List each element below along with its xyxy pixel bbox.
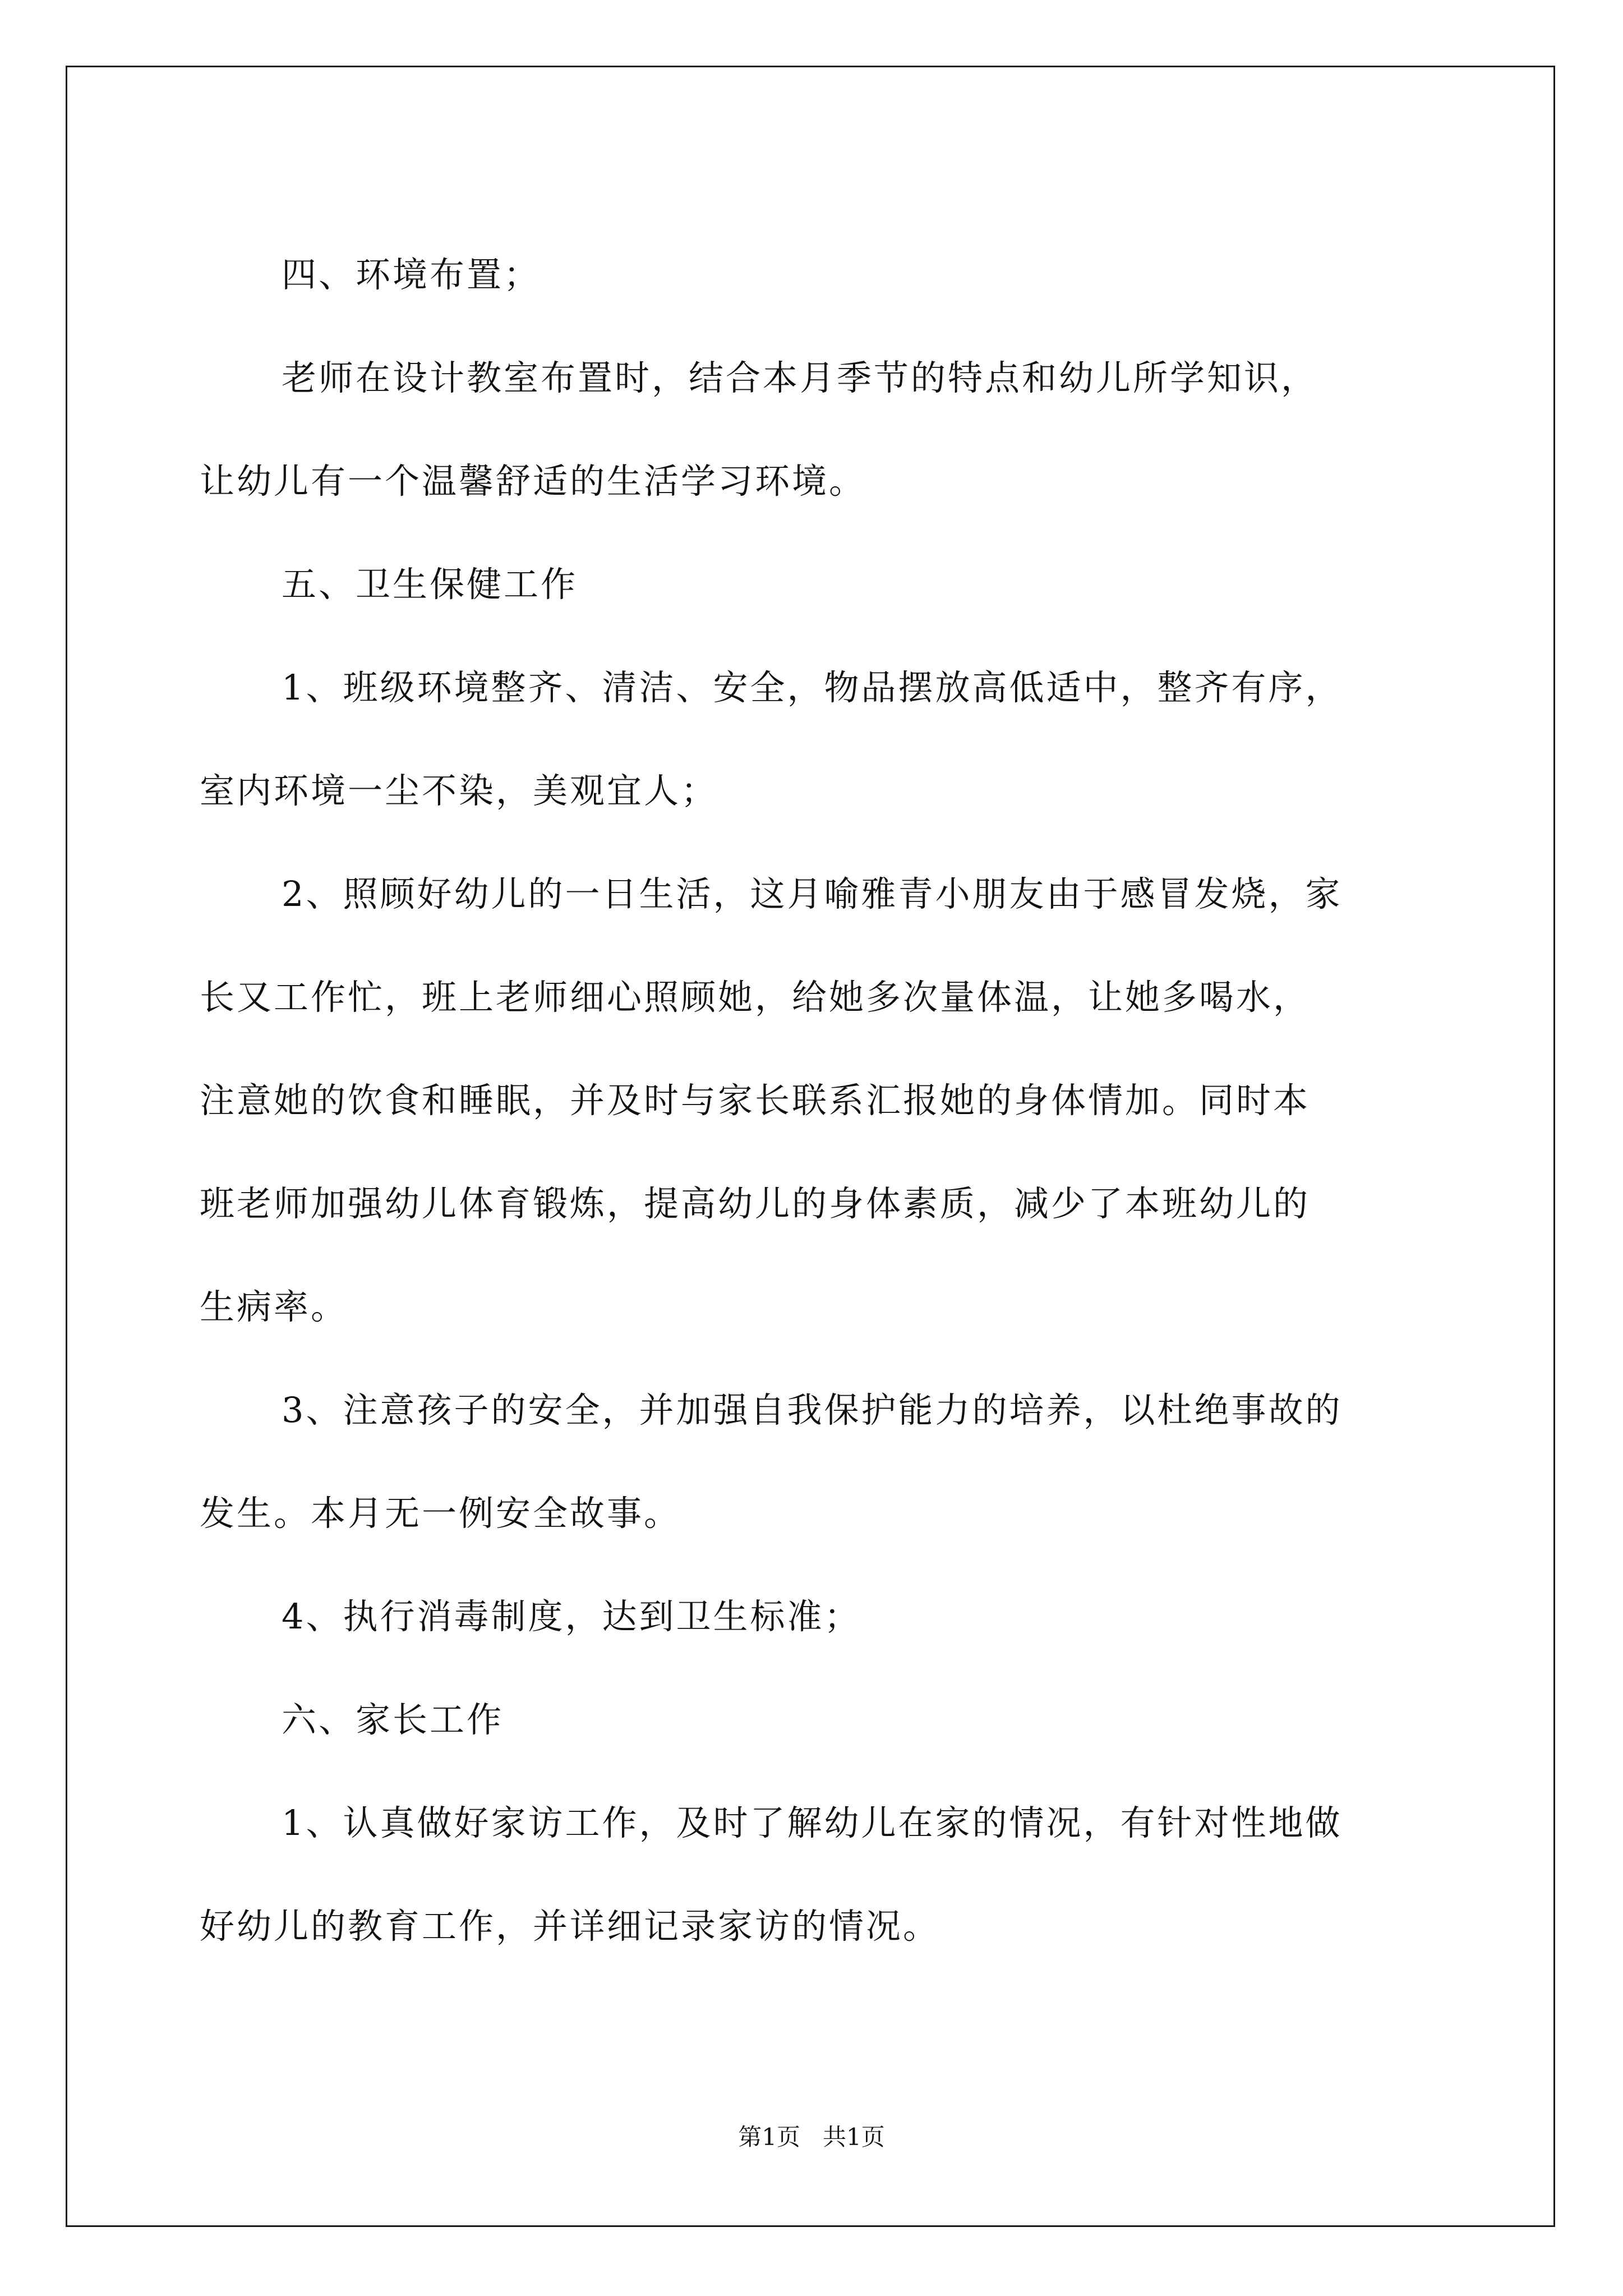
paragraph-line: 2、照顾好幼儿的一日生活，这月喻雅青小朋友由于感冒发烧，家 bbox=[282, 873, 1343, 914]
paragraph-line: 让幼儿有一个温馨舒适的生活学习环境。 bbox=[200, 461, 866, 501]
paragraph-line: 3、注意孩子的安全，并加强自我保护能力的培养，以杜绝事故的 bbox=[282, 1389, 1343, 1430]
paragraph-line: 1、认真做好家访工作，及时了解幼儿在家的情况，有针对性地做 bbox=[282, 1802, 1343, 1843]
section-heading-environment: 四、环境布置； bbox=[282, 254, 541, 295]
paragraph-line: 好幼儿的教育工作，并详细记录家访的情况。 bbox=[200, 1906, 940, 1947]
paragraph-line: 发生。本月无一例安全故事。 bbox=[200, 1493, 681, 1534]
paragraph-line: 4、执行消毒制度，达到卫生标准； bbox=[282, 1596, 861, 1637]
paragraph-line: 1、班级环境整齐、清洁、安全，物品摆放高低适中，整齐有序， bbox=[282, 667, 1343, 708]
paragraph-line: 班老师加强幼儿体育锻炼，提高幼儿的身体素质，减少了本班幼儿的 bbox=[200, 1183, 1311, 1224]
paragraph-line: 生病率。 bbox=[200, 1286, 348, 1327]
page-total: 共1页 bbox=[823, 2123, 885, 2151]
section-heading-health: 五、卫生保健工作 bbox=[282, 564, 578, 605]
page-footer bbox=[0, 2120, 1623, 2154]
paragraph-line: 注意她的饮食和睡眠，并及时与家长联系汇报她的身体情加。同时本 bbox=[200, 1080, 1311, 1121]
document-body bbox=[200, 223, 1473, 1978]
paragraph-line: 室内环境一尘不染，美观宜人； bbox=[200, 770, 718, 811]
page-number: 第1页 bbox=[738, 2123, 800, 2151]
paragraph-line: 老师在设计教室布置时，结合本月季节的特点和幼儿所学知识， bbox=[282, 357, 1318, 398]
section-heading-parents: 六、家长工作 bbox=[282, 1699, 504, 1740]
paragraph-line: 长又工作忙，班上老师细心照顾她，给她多次量体温，让她多喝水， bbox=[200, 977, 1311, 1018]
